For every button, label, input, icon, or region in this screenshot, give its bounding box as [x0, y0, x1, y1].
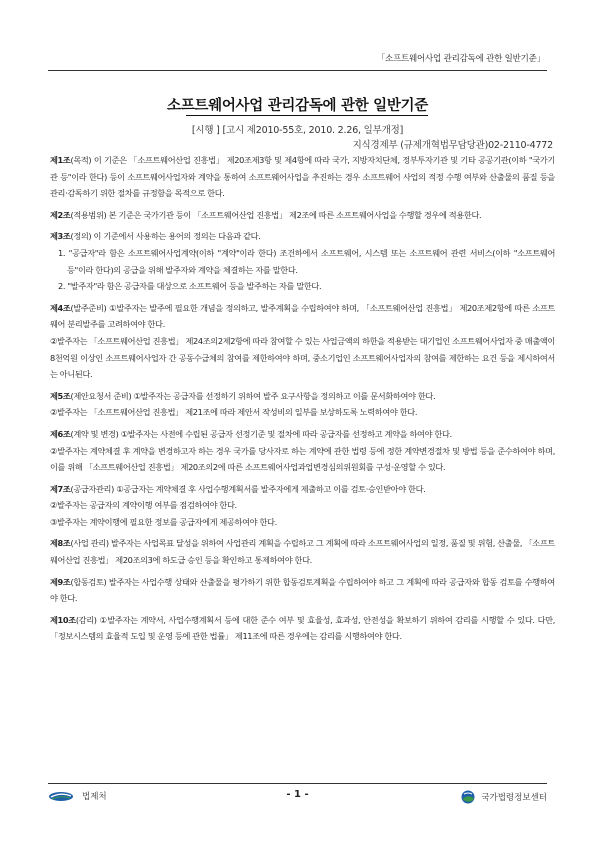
article-number: 제7조: [50, 483, 71, 494]
document-body: [50, 152, 555, 650]
article-2: [50, 207, 555, 224]
article-number: 제5조: [50, 390, 71, 401]
article-8: [50, 535, 555, 568]
article-7: [50, 481, 555, 531]
article-text: (공급자관리) ①공급자는 계약체결 후 사업수행계획서를 발주자에게 제출하고 이를 검토·승인받아야 한다.: [70, 483, 426, 494]
article-text: (정의) 이 기준에서 사용하는 용어의 정의는 다음과 같다.: [70, 231, 261, 242]
article-1: [50, 152, 555, 202]
header-divider: [48, 70, 547, 71]
header-law-label: 「소프트웨어사업 관리감독에 관한 일반기준」: [376, 54, 545, 64]
article-text: (제안요청서 준비) ①발주자는 공급자를 선정하기 위하여 발주 요구사항을 정의하고 이를 문서화하여야 한다.: [70, 390, 436, 401]
title-underline: [186, 115, 428, 116]
department-contact: 지식경제부 (규제개혁법무담당관)02-2110-4772: [352, 140, 553, 151]
article-number: 제4조: [50, 302, 71, 313]
article-number: 제2조: [50, 209, 71, 220]
article-text: (발주준비) ①발주자는 발주에 필요한 개념을 정의하고, 발주계획을 수립하여야 하며, 「소프트웨어산업 진흥법」 제20조제2항에 따른 소프트웨어 분리발주를 고려하여야 한다.: [50, 302, 555, 330]
article-text: (감리) ①발주자는 계약서, 사업수행계획서 등에 대한 준수 여부 및 효율성, 효과성, 안전성을 확보하기 위하여 감리를 시행할 수 있다. 다만, 「정보시스템의 효율적 도입 및 운영 등에 관한 법률」 제11조에 따른 경우에는 감리를 시행하여야 한다.: [50, 614, 555, 642]
article-text: (사업 관리) 발주자는 사업목표 달성을 위하여 사업관리 계획을 수립하고 그 계획에 따라 소프트웨어사업의 일정, 품질 및 위험, 산출물, 「소프트웨어산업 진흥법」 제20조의3에 하도급 승인 등을 확인하고 통제하여야 한다.: [50, 538, 555, 566]
article-paragraph: ②발주자는 공급자의 계약이행 여부를 점검하여야 한다.: [50, 500, 237, 511]
globe-logo-icon: [461, 790, 475, 804]
article-number: 제9조: [50, 576, 71, 587]
article-text: (목적) 이 기준은 「소프트웨어산업 진흥법」 제20조제3항 및 제4항에 따라 국가, 지방자치단체, 정부투자기관 및 기타 공공기관(이하 "국가기관 등"이라 한다) 등이 소프트웨어사업자와 계약을 통하여 소프트웨어사업을 추진하는 경우 소프트웨어 사업의 적정 수행 여부와 산출물의 품질 등을 관리·감독하기 위한 절차를 규정함을 목적으로 한다.: [50, 155, 555, 199]
definition-item: 1. "공급자"라 함은 소프트웨어사업계약(이하 "계약"이라 한다) 조건하에서 소프트웨어, 시스템 또는 소프트웨어 관련 서비스(이하 "소프트웨어 등"이라 한다)의 공급을 위해 발주자와 계약을 체결하는 자를 말한다.: [58, 247, 555, 275]
article-number: 제6조: [50, 428, 71, 439]
article-paragraph: ③발주자는 계약이행에 필요한 정보를 공급자에게 제공하여야 한다.: [50, 516, 277, 527]
definition-item: 2. "발주자"라 함은 공급자를 대상으로 소프트웨어 등을 발주하는 자를 말한다.: [58, 281, 322, 292]
footer-right: [461, 790, 547, 804]
document-title: 소프트웨어사업 관리감독에 관한 일반기준: [167, 98, 428, 114]
article-number: 제10조: [50, 614, 76, 625]
article-paragraph: ②발주자는 「소프트웨어산업 진흥법」 제21조에 따라 제안서 작성비의 일부를 보상하도록 노력하여야 한다.: [50, 407, 418, 418]
footer-left-org: 법제처: [82, 792, 107, 802]
footer-divider: [48, 783, 547, 784]
enforcement-meta: [시행 ] [고시 제2010-55호, 2010. 2.26, 일부개정]: [191, 125, 404, 136]
article-5: [50, 388, 555, 421]
article-3: [50, 228, 555, 294]
article-text: (합동검토) 발주자는 사업수행 상태와 산출물을 평가하기 위한 합동검토계획을 수립하여야 하고 그 계획에 따라 공급자와 합동 검토를 수행하여야 한다.: [50, 576, 555, 604]
article-paragraph: ②발주자는 「소프트웨어산업 진흥법」 제24조의2제2항에 따라 참여할 수 있는 사업금액의 하한을 적용받는 대기업인 소프트웨어사업자 중 매출액이 8천억원 이상인 소프트웨어사업자 간 공동수급체의 참여를 제한하여야 하며, 중소기업인 소프트웨어사업자의 참여를 제한하는 요건 등을 제시하여서는 아니된다.: [50, 335, 555, 380]
article-number: 제1조: [50, 155, 71, 165]
article-text: (계약 및 변경) ①발주자는 사전에 수립된 공급자 선정기준 및 절차에 따라 공급자를 선정하고 계약을 하여야 한다.: [70, 428, 452, 439]
article-9: [50, 574, 555, 607]
article-10: [50, 612, 555, 645]
footer-right-org: 국가법령정보센터: [481, 793, 547, 803]
article-paragraph: ②발주자는 계약체결 후 계약을 변경하고자 하는 경우 국가를 당사자로 하는 계약에 관한 법령 등에 정한 계약변경절차 및 방법 등을 준수하여야 하며, 이를 위해 「소프트웨어산업 진흥법」 제20조의2에 따른 소프트웨어사업과업변경심의위원회를 구성·운영할 수 있다.: [50, 445, 555, 473]
article-4: [50, 300, 555, 383]
article-number: 제3조: [50, 231, 71, 242]
page-number: - 1 -: [286, 789, 309, 800]
article-number: 제8조: [50, 538, 71, 549]
article-text: (적용범위) 본 기준은 국가기관 등이 「소프트웨어산업 진흥법」 제2조에 따른 소프트웨어사업을 수행할 경우에 적용한다.: [70, 209, 482, 220]
article-6: [50, 426, 555, 476]
